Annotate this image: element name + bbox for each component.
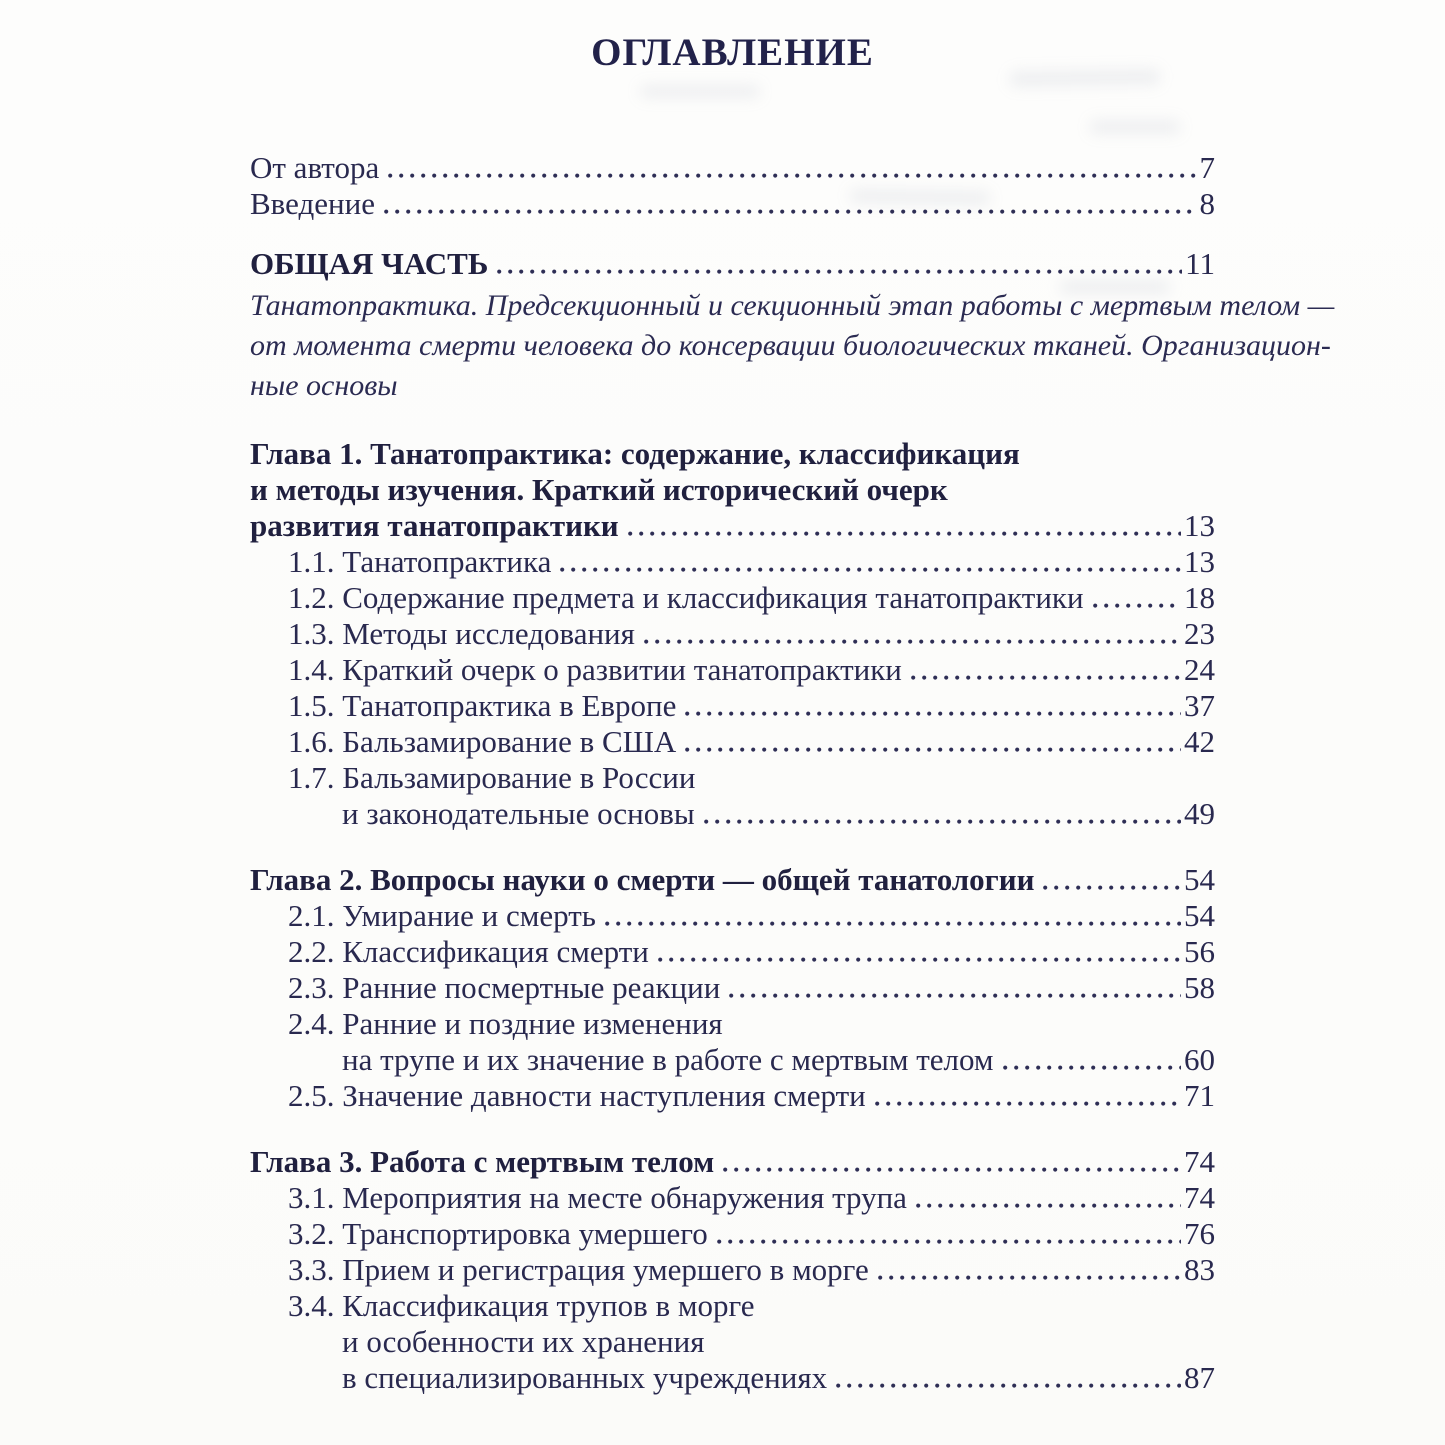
toc-entry-label: Введение: [250, 186, 375, 221]
toc-line: [250, 1180, 1215, 1216]
toc-entry-label: Глава 2. Вопросы науки о смерти — общей танатологии: [250, 862, 1035, 897]
toc-entry: [250, 286, 1335, 406]
dotted-leader: [1093, 603, 1181, 608]
toc-entry: [250, 246, 1215, 282]
dotted-leader: [605, 921, 1181, 926]
dotted-leader: [878, 1275, 1181, 1280]
toc-entry-label: 1.3. Методы исследования: [288, 616, 635, 651]
page-number: 13: [1184, 508, 1215, 543]
toc-entry-label: От автора: [250, 150, 380, 185]
toc-line: [250, 186, 1215, 222]
page-number: 37: [1184, 688, 1215, 723]
toc-entry: [250, 898, 1215, 934]
toc-line: [250, 970, 1215, 1006]
toc-line: [250, 1006, 1215, 1042]
toc-entry-label: 3.2. Транспортировка умершего: [288, 1216, 708, 1251]
dotted-leader: [384, 209, 1197, 214]
toc-line: [250, 1324, 1215, 1360]
toc-line: [250, 652, 1215, 688]
toc-entry-label: на трупе и их значение в работе с мертвым телом: [342, 1042, 994, 1077]
toc-entry: [250, 724, 1215, 760]
page-title: ОГЛАВЛЕНИЕ: [591, 31, 874, 74]
toc-line: [250, 724, 1215, 760]
toc-line: [250, 796, 1215, 832]
dotted-leader: [916, 1203, 1181, 1208]
toc-entry: [250, 934, 1215, 970]
toc-line: [250, 1144, 1215, 1180]
toc-entry: [250, 1252, 1215, 1288]
page-number: 54: [1184, 862, 1215, 897]
toc-line: [250, 1360, 1215, 1396]
dotted-leader: [644, 639, 1181, 644]
page-number: 42: [1184, 724, 1215, 759]
toc-entry: [250, 1288, 1215, 1396]
toc-content: [250, 28, 1335, 1396]
toc-entry: [250, 436, 1215, 544]
dotted-leader: [685, 747, 1181, 752]
page-number: 11: [1185, 246, 1215, 281]
toc-line: [250, 508, 1215, 544]
page-number: 74: [1184, 1144, 1215, 1179]
page-number: 56: [1184, 934, 1215, 969]
toc-line: [250, 1252, 1215, 1288]
toc-entry-label: 3.3. Прием и регистрация умершего в морге: [288, 1252, 869, 1287]
toc-entry-label: ные основы: [250, 369, 398, 402]
page-number: 23: [1184, 616, 1215, 651]
page-number: 13: [1184, 544, 1215, 579]
toc-entry-label: Танатопрактика. Предсекционный и секционный этап работы с мертвым телом —: [250, 289, 1335, 322]
toc-entry-label: 1.7. Бальзамирование в России: [288, 760, 696, 795]
toc-entry-label: 2.2. Классификация смерти: [288, 934, 649, 969]
toc-entry-label: 2.3. Ранние посмертные реакции: [288, 970, 721, 1005]
toc-line: [250, 688, 1215, 724]
toc-entry-label: 2.1. Умирание и смерть: [288, 898, 596, 933]
toc-entry-label: 1.6. Бальзамирование в США: [288, 724, 677, 759]
toc-line: [250, 862, 1215, 898]
page-number: 54: [1184, 898, 1215, 933]
toc-line: [250, 246, 1215, 282]
toc-line: [250, 150, 1215, 186]
toc-line: [250, 326, 1331, 366]
page-number: 87: [1184, 1360, 1215, 1395]
toc-line: [250, 1216, 1215, 1252]
toc-entry-label: 1.2. Содержание предмета и классификация танатопрактики: [288, 580, 1084, 615]
toc-entry: [250, 150, 1215, 186]
toc-entry-label: Глава 3. Работа с мертвым телом: [250, 1144, 715, 1179]
toc-entry: [250, 544, 1215, 580]
toc-line: [250, 472, 1215, 508]
toc-entry: [250, 1180, 1215, 1216]
toc-entry: [250, 1078, 1215, 1114]
dotted-leader: [560, 567, 1181, 572]
toc-entry-label: 2.4. Ранние и поздние изменения: [288, 1006, 723, 1041]
toc-line: [250, 934, 1215, 970]
toc-line: [250, 436, 1215, 472]
toc-entry-label: 1.4. Краткий очерк о развитии танатопрактики: [288, 652, 902, 687]
toc-entry: [250, 688, 1215, 724]
toc-entry-label: и законодательные основы: [342, 796, 695, 831]
toc-entry-label: 1.5. Танатопрактика в Европе: [288, 688, 677, 723]
toc-list: [250, 150, 1335, 1396]
toc-entry: [250, 1216, 1215, 1252]
toc-line: [250, 286, 1335, 326]
dotted-leader: [875, 1101, 1181, 1106]
dotted-leader: [685, 711, 1181, 716]
toc-line: [250, 760, 1215, 796]
toc-entry-label: Глава 1. Танатопрактика: содержание, классификация: [250, 436, 1020, 471]
page-number: 58: [1184, 970, 1215, 1005]
toc-line: [250, 580, 1215, 616]
toc-line: [250, 616, 1215, 652]
page-number: 24: [1184, 652, 1215, 687]
page-number: 76: [1184, 1216, 1215, 1251]
dotted-leader: [911, 675, 1181, 680]
toc-entry: [250, 760, 1215, 832]
toc-entry: [250, 1006, 1215, 1078]
toc-entry-label: развития танатопрактики: [250, 508, 619, 543]
page-number: 71: [1184, 1078, 1215, 1113]
dotted-leader: [658, 957, 1181, 962]
toc-entry-label: 3.4. Классификация трупов в морге: [288, 1288, 755, 1323]
page-number: 83: [1184, 1252, 1215, 1287]
dotted-leader: [497, 269, 1182, 274]
page-number: 74: [1184, 1180, 1215, 1215]
toc-entry-label: ОБЩАЯ ЧАСТЬ: [250, 246, 489, 281]
page-number: 60: [1184, 1042, 1215, 1077]
dotted-leader: [1043, 885, 1181, 890]
toc-line: [250, 544, 1215, 580]
toc-entry: [250, 862, 1215, 898]
page-number: 7: [1199, 150, 1215, 185]
dotted-leader: [1003, 1065, 1181, 1070]
toc-entry: [250, 186, 1215, 222]
toc-line: [250, 898, 1215, 934]
toc-line: [250, 366, 1215, 406]
dotted-leader: [729, 993, 1181, 998]
dotted-leader: [723, 1167, 1181, 1172]
dotted-leader: [717, 1239, 1181, 1244]
toc-entry-label: 2.5. Значение давности наступления смерти: [288, 1078, 866, 1113]
toc-entry-label: и особенности их хранения: [342, 1324, 705, 1359]
dotted-leader: [836, 1383, 1181, 1388]
toc-entry: [250, 616, 1215, 652]
page-number: 49: [1184, 796, 1215, 831]
page-number: 8: [1199, 186, 1215, 221]
toc-entry-label: от момента смерти человека до консервации биологических тканей. Организацион-: [250, 329, 1331, 362]
toc-entry-label: 3.1. Мероприятия на месте обнаружения трупа: [288, 1180, 907, 1215]
dotted-leader: [388, 173, 1196, 178]
toc-entry: [250, 1144, 1215, 1180]
toc-entry-label: и методы изучения. Краткий исторический очерк: [250, 472, 948, 507]
dotted-leader: [704, 819, 1181, 824]
dotted-leader: [628, 531, 1181, 536]
toc-line: [250, 1288, 1215, 1324]
toc-entry: [250, 970, 1215, 1006]
toc-line: [250, 1042, 1215, 1078]
toc-entry-label: 1.1. Танатопрактика: [288, 544, 552, 579]
page-number: 18: [1184, 580, 1215, 615]
toc-entry: [250, 652, 1215, 688]
toc-entry-label: в специализированных учреждениях: [342, 1360, 828, 1395]
toc-entry: [250, 580, 1215, 616]
toc-line: [250, 1078, 1215, 1114]
